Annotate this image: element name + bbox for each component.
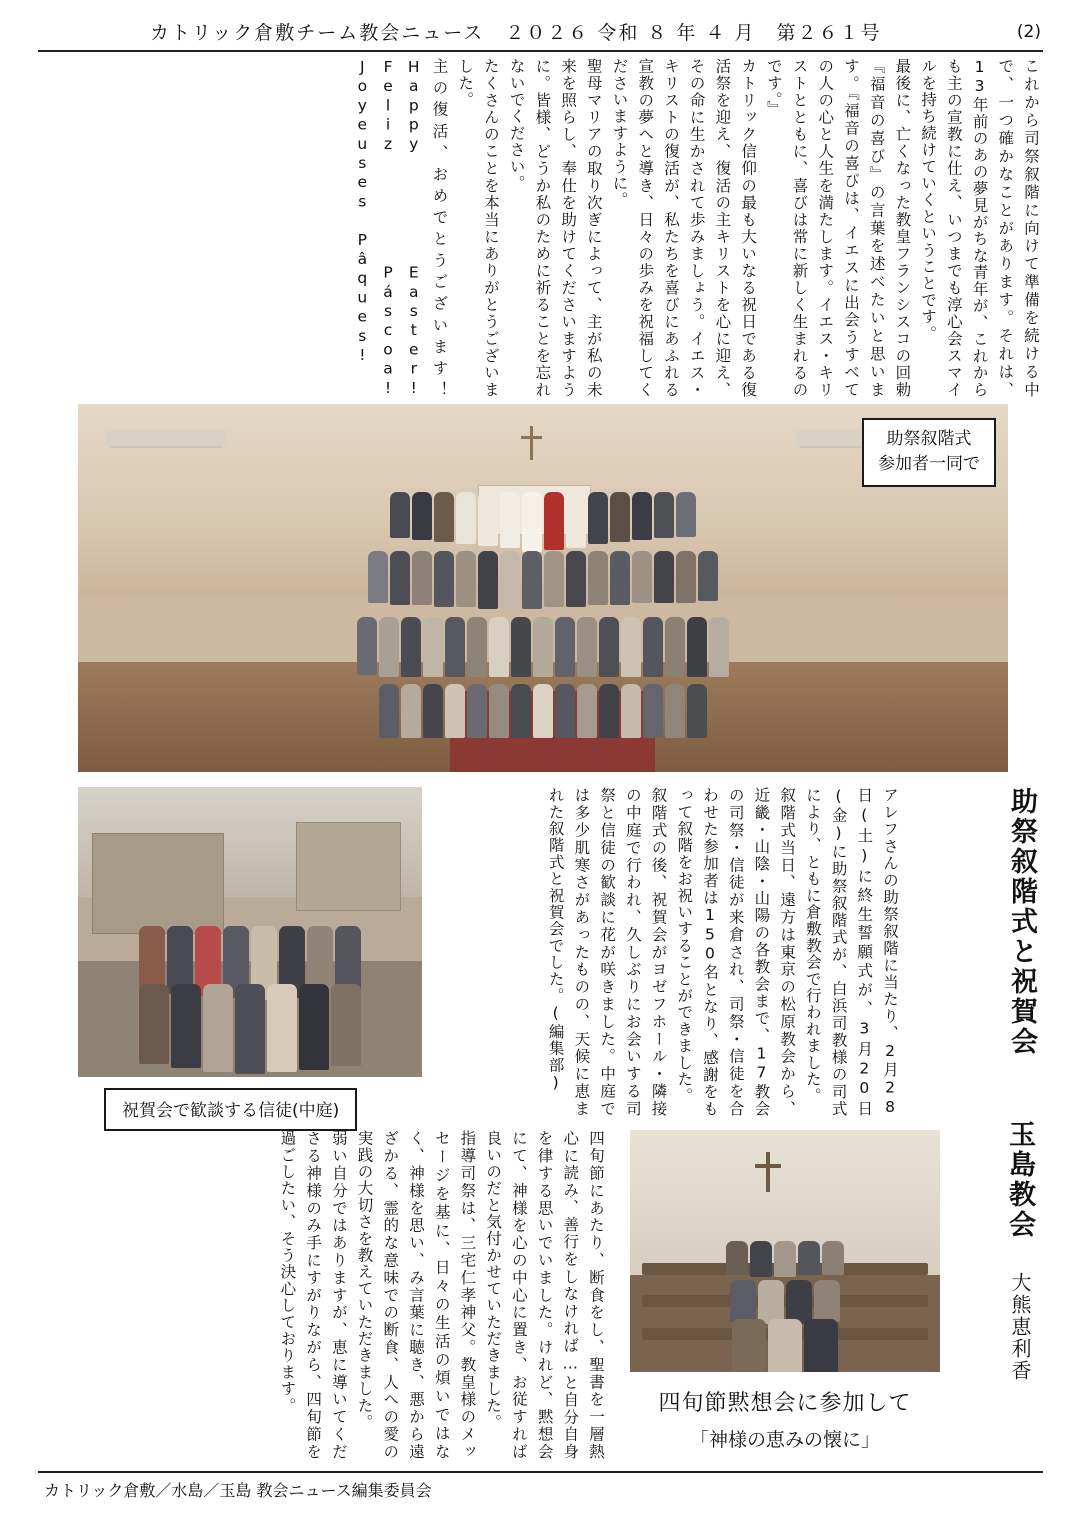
person-figure xyxy=(698,551,718,601)
retreat-photo-caption: 四旬節黙想会に参加して xyxy=(658,1391,912,1416)
mid-article-paragraph: 叙階式当日、遠方は東京の松原教会から、近畿・山陰・山陽の各教会まで、17教会の司祭・信徒が来倉され、司祭・信徒を合わせた参加者は150名となり、感謝をもって叙階をお祝いすることができました。 xyxy=(675,787,797,1117)
footer-credit: カトリック倉敷／水島／玉島 教会ニュース編集委員会 xyxy=(44,1481,432,1500)
person-figure xyxy=(445,617,465,677)
person-figure xyxy=(730,1280,756,1322)
person-figure xyxy=(750,1241,772,1277)
newsletter-title: カトリック倉敷チーム教会ニュース ２０２６ 令和 ８ 年 ４ 月 第２６１号 xyxy=(150,22,882,44)
person-figure xyxy=(203,984,233,1072)
person-figure xyxy=(467,684,487,738)
cross-icon xyxy=(766,1152,770,1192)
top-article-paragraph: 最後に、亡くなった教皇フランシスコの回勅『福音の喜び』の言葉を述べたいと思います。『福音の喜びは、イエスに出会うすべての人の心と人生を満たします。イエス・キリストとともに、喜びは常に新しく生まれるのです。』 xyxy=(764,58,912,398)
person-figure xyxy=(235,984,265,1074)
person-figure xyxy=(401,617,421,677)
group-photo-caption xyxy=(862,418,996,487)
person-figure xyxy=(533,684,553,738)
person-figure xyxy=(357,617,377,675)
person-figure xyxy=(401,684,421,738)
person-figure xyxy=(139,984,169,1064)
person-figure xyxy=(489,684,509,738)
person-figure xyxy=(456,492,476,544)
person-figure xyxy=(522,492,542,552)
person-figure xyxy=(732,1319,766,1371)
mid-article-text xyxy=(430,787,902,1117)
person-figure xyxy=(687,617,707,677)
group-photo-caption-line2: 参加者一同で xyxy=(878,453,980,474)
person-figure xyxy=(632,492,652,540)
celebration-photo xyxy=(78,787,422,1077)
photo-crowd-row xyxy=(630,1280,940,1324)
person-figure xyxy=(445,684,465,738)
photo-crowd-row xyxy=(78,492,1008,552)
person-figure xyxy=(687,684,707,738)
article-author: 大熊恵利香 xyxy=(1008,1272,1032,1382)
photo-crowd-row xyxy=(630,1241,940,1277)
person-figure xyxy=(709,617,729,677)
person-figure xyxy=(577,684,597,738)
top-article-text xyxy=(38,58,1043,398)
section-heading-tamashima: 玉島教会 xyxy=(1004,1120,1035,1240)
person-figure xyxy=(544,551,564,607)
top-article-paragraph: 聖母マリアの取り次ぎによって、主が私の未来を照らし、奉仕を助けてくださいますように。皆様、どうか私のために祈ることを忘れないでください。 xyxy=(507,58,603,398)
person-figure xyxy=(774,1241,796,1277)
person-figure xyxy=(610,551,630,605)
person-figure xyxy=(610,492,630,542)
person-figure xyxy=(822,1241,844,1275)
header-divider xyxy=(38,50,1043,52)
top-article-paragraph: 主の復活、おめでとうございます！ Happy Easter! Feliz Páscoa! Joyeuses Pâques! xyxy=(353,58,449,398)
bottom-article-paragraph: 弱い自分ではありますが、恵に導いてくださる神様のみ手にすがりながら、四旬節を過ごしたい、そう決心しております。 xyxy=(278,1130,348,1460)
photo-crowd-row xyxy=(78,984,422,1074)
photo-crowd-row xyxy=(78,551,1008,609)
person-figure xyxy=(588,492,608,544)
retreat-photo xyxy=(630,1130,940,1372)
person-figure xyxy=(423,617,443,677)
person-figure xyxy=(412,551,432,605)
bottom-article-paragraph: 指導司祭は、三宅仁孝神父。教皇様のメッセージを基に、日々の生活の煩いではなく、神様を思い、み言葉に聴き、悪から遠ざかる、霊的な意味での断食、人への愛の実践の大切さを教えていただきました。 xyxy=(355,1130,477,1460)
person-figure xyxy=(814,1280,840,1322)
person-figure xyxy=(798,1241,820,1275)
celebration-photo-caption: 祝賀会で歓談する信徒(中庭) xyxy=(104,1088,357,1131)
person-figure xyxy=(434,551,454,607)
person-figure xyxy=(676,492,696,537)
retreat-photo-subcaption: 「神様の恵みの懐に」 xyxy=(689,1429,880,1451)
cross-icon xyxy=(530,426,533,460)
person-figure xyxy=(511,684,531,738)
person-figure xyxy=(379,617,399,677)
person-figure xyxy=(299,984,329,1070)
top-article-paragraph: カトリック信仰の最も大いなる祝日である復活祭を迎え、復活の主キリストを心に迎え、その命に生かされて歩みましょう。イエス・キリストの復活が、私たちを喜びにあふれる宣教の夢へと導き、日々の歩みを祝福してくださいますように。 xyxy=(610,58,758,398)
photo-crowd-row xyxy=(630,1319,940,1372)
person-figure xyxy=(139,926,165,990)
person-figure xyxy=(456,551,476,607)
person-figure xyxy=(423,684,443,738)
photo-building-right xyxy=(296,822,401,911)
person-figure xyxy=(621,684,641,738)
person-figure xyxy=(555,617,575,677)
person-figure xyxy=(768,1319,802,1372)
person-figure xyxy=(267,984,297,1072)
person-figure xyxy=(566,492,586,548)
person-figure xyxy=(676,551,696,603)
footer-divider xyxy=(38,1471,1043,1473)
top-article-paragraph: これから司祭叙階に向けて準備を続ける中で、一つ確かなことがあります。それは、13年前のあの夢見がちな青年が、これからも主の宣教に仕え、いつまでも淳心会スマイルを持ち続けていくということです。 xyxy=(919,58,1040,398)
person-figure xyxy=(758,1280,784,1324)
person-figure xyxy=(390,492,410,538)
bottom-article-text xyxy=(128,1130,608,1460)
group-photo-caption-line1: 助祭叙階式 xyxy=(886,429,972,449)
mid-article-paragraph: 叙階式の後、祝賀会がヨゼフホール・隣接の中庭で行われ、久しぶりにお会いする司祭と信徒の歓談に花が咲きました。中庭では多少肌寒さがあったものの、天候に恵まれた叙階式と祝賀会でした。(編集部) xyxy=(546,787,668,1117)
person-figure xyxy=(331,984,361,1066)
person-figure xyxy=(478,551,498,609)
photo-crowd-row xyxy=(78,617,1008,677)
person-figure xyxy=(621,617,641,677)
person-figure xyxy=(665,684,685,738)
person-figure xyxy=(522,551,542,609)
person-figure xyxy=(599,617,619,677)
person-figure xyxy=(654,492,674,538)
person-figure xyxy=(643,684,663,738)
person-figure xyxy=(643,617,663,677)
person-figure xyxy=(555,684,575,738)
photo-building-left xyxy=(92,833,225,934)
person-figure xyxy=(786,1280,812,1324)
ordination-group-photo xyxy=(78,404,1008,772)
person-figure xyxy=(588,551,608,605)
bottom-article-paragraph: 四旬節にあたり、断食をし、聖書を一層熱心に読み、善行をしなければ…と自分自身を律する思いでいました。けれど、黙想会にて、神様を心の中心に置き、お従すれば良いのだと気付かせていただきました。 xyxy=(484,1130,605,1460)
person-figure xyxy=(654,551,674,603)
person-figure xyxy=(412,492,432,540)
photo-crowd-row xyxy=(78,684,1008,738)
top-article-paragraph: たくさんのことを本当にありがとうございました。 xyxy=(456,58,500,398)
person-figure xyxy=(599,684,619,738)
person-figure xyxy=(379,684,399,738)
person-figure xyxy=(726,1241,748,1275)
page-number: (2) xyxy=(1016,22,1041,42)
page-header xyxy=(0,0,1081,52)
person-figure xyxy=(544,492,564,550)
person-figure xyxy=(500,492,520,548)
person-figure xyxy=(434,492,454,542)
person-figure xyxy=(500,551,520,609)
person-figure xyxy=(804,1319,838,1372)
person-figure xyxy=(467,617,487,677)
person-figure xyxy=(533,617,553,677)
person-figure xyxy=(577,617,597,677)
ceiling-lamp-left xyxy=(106,430,226,446)
section-heading-ordination: 助祭叙階式と祝賀会 xyxy=(1006,787,1037,1057)
person-figure xyxy=(489,617,509,677)
person-figure xyxy=(390,551,410,605)
person-figure xyxy=(478,492,498,546)
person-figure xyxy=(665,617,685,677)
person-figure xyxy=(171,984,201,1068)
person-figure xyxy=(511,617,531,677)
person-figure xyxy=(632,551,652,603)
person-figure xyxy=(566,551,586,607)
mid-article-paragraph: アレフさんの助祭叙階に当たり、2月28日(土)に終生誓願式が、3月20日(金)に助祭叙階式が、白浜司教様の司式により、ともに倉敷教会で行われました。 xyxy=(803,787,899,1117)
person-figure xyxy=(368,551,388,603)
